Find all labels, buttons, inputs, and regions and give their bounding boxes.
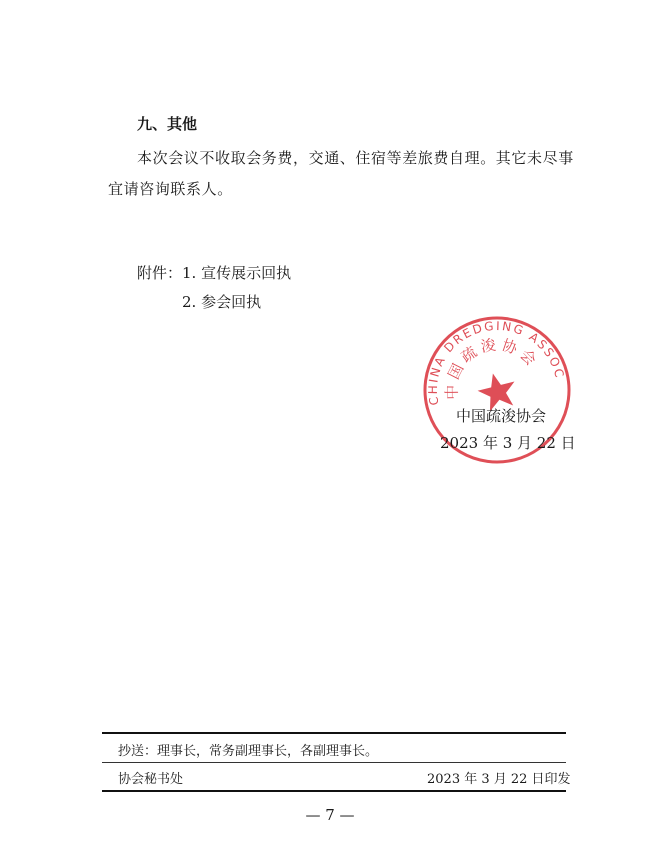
body-paragraph-line-2: 宜请咨询联系人。	[108, 180, 233, 198]
seal-outer-text: CHINA DREDGING ASSOCIATION	[425, 318, 568, 407]
footer-top-rule	[102, 732, 566, 734]
issuing-office: 协会秘书处	[118, 772, 184, 787]
cc-recipients: 抄送：理事长，常务副理事长，各副理事长。	[118, 744, 379, 759]
page-number: — 7 —	[305, 806, 355, 824]
footer-bottom-rule	[102, 790, 566, 792]
seal-inner-text: 中国疏浚协会	[442, 335, 543, 400]
print-date: 2023 年 3 月 22 日印发	[427, 772, 571, 787]
attachment-item-1: 附件：1. 宣传展示回执	[137, 264, 292, 282]
signing-date: 2023 年 3 月 22 日	[440, 434, 576, 452]
body-paragraph-line-1: 本次会议不收取会务费，交通、住宿等差旅费自理。其它未尽事	[137, 149, 574, 167]
signing-organization: 中国疏浚协会	[456, 407, 547, 425]
attachment-item-2: 2. 参会回执	[182, 293, 262, 311]
footer-middle-rule	[102, 762, 566, 763]
section-heading: 九、其他	[137, 115, 198, 133]
